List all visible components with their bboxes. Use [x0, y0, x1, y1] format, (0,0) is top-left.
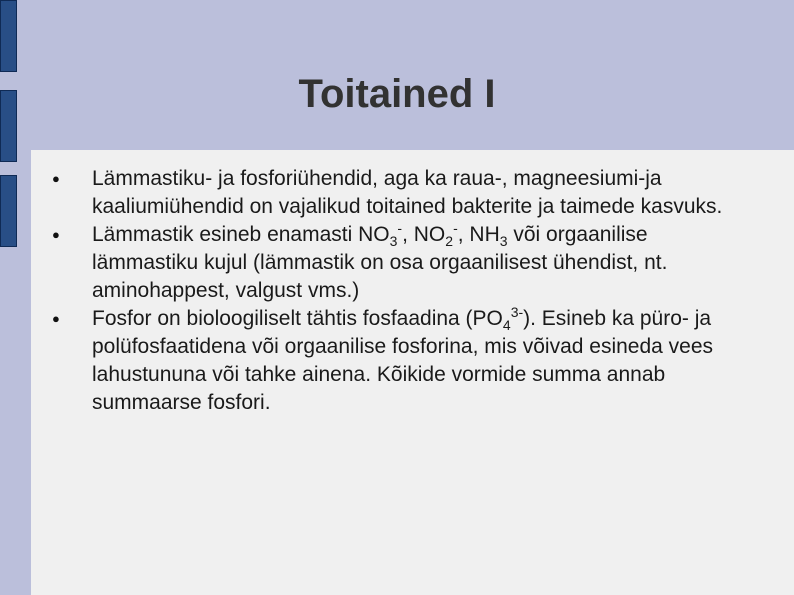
bullet-item-nutrients	[52, 165, 742, 221]
decorative-bar-3	[0, 175, 17, 247]
bullet-item-nitrogen	[52, 221, 742, 305]
bullet-icon: ●	[52, 227, 60, 242]
bullet-text: Lämmastik esineb enamasti $NO_3^-$, $NO_2^-$, $NH_3$ või orgaanilise lämmastiku kujul (lämmastik on osa orgaanilisest ühendist, nt. aminohappest, valgust vms.)	[92, 220, 668, 302]
slide-title: Toitained I	[298, 72, 496, 116]
decorative-bar-1	[0, 0, 17, 72]
bullet-text: Fosfor on bioloogiliselt tähtis fosfaadina $(PO_4^{3-})$. Esineb ka püro- ja polüfosfaatidena või orgaanilise fosforina, mis võivad esineda vees lahustununa või tahke ainena. Kõikide vormide summa annab summaarse fosfori.	[92, 304, 714, 414]
bullet-text: Lämmastiku- ja fosforiühendid, aga ka raua-, magneesiumi-ja kaaliumiühendid on vajalikud toitained bakterite ja taimede kasvuks.	[92, 167, 723, 218]
bullet-icon: ●	[52, 171, 60, 186]
bullet-item-phosphorus	[52, 305, 742, 417]
bullet-icon: ●	[52, 311, 60, 326]
bullet-list	[52, 165, 742, 417]
